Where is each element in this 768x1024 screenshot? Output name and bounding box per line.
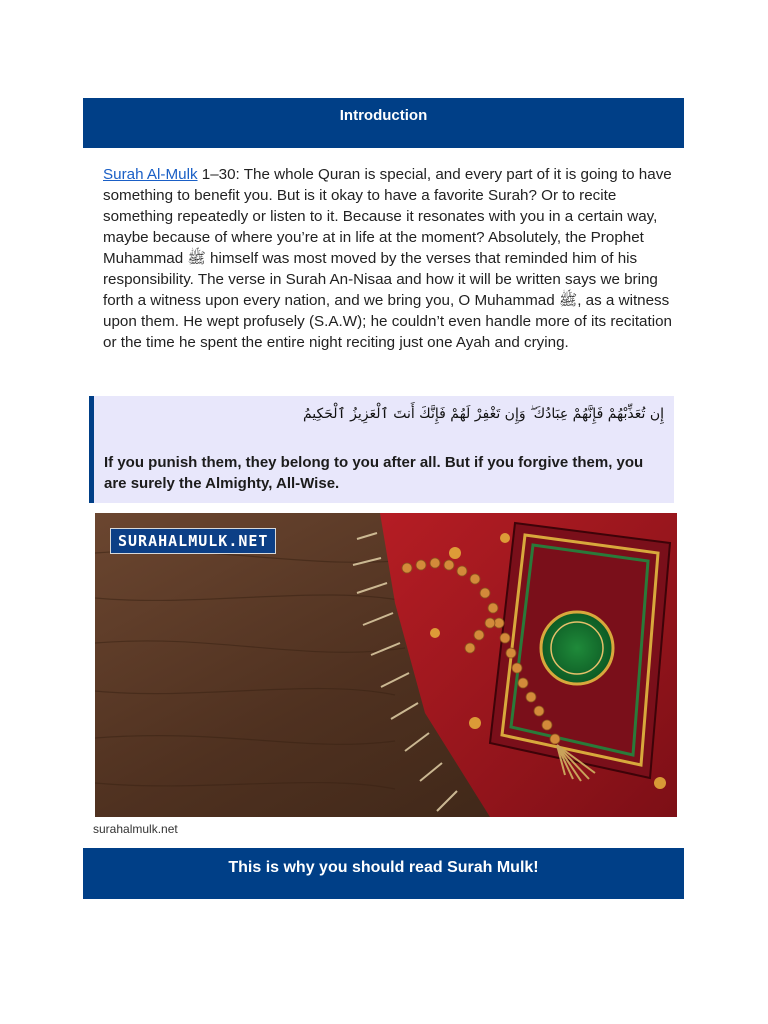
arabic-verse: إِن تُعَذِّبْهُمْ فَإِنَّهُمْ عِبَادُكَ ۖ وَإِن تَغْفِرْ لَهُمْ فَإِنَّكَ أَنتَ ٱلْعَزِيزُ ٱلْحَكِيمُ bbox=[302, 406, 664, 422]
site-brand-badge: SURAHALMULK.NET bbox=[110, 528, 276, 554]
surah-al-mulk-link[interactable]: Surah Al-Mulk bbox=[103, 166, 198, 183]
introduction-paragraph bbox=[103, 164, 675, 353]
image-caption: surahalmulk.net bbox=[93, 822, 178, 836]
why-read-heading bbox=[83, 848, 684, 899]
why-read-heading-text: This is why you should read Surah Mulk! bbox=[228, 859, 539, 876]
introduction-heading bbox=[83, 98, 684, 148]
verse-translation: If you punish them, they belong to you after all. But if you forgive them, you are surely the Almighty, All-Wise. bbox=[104, 454, 644, 492]
introduction-heading-text: Introduction bbox=[339, 107, 428, 124]
quran-photo bbox=[95, 513, 677, 817]
verse-quote-box bbox=[89, 396, 674, 503]
quran-photo-illustration bbox=[95, 513, 677, 817]
introduction-paragraph-text: 1–30: The whole Quran is special, and every part of it is going to have something to benefit you. But is it okay to have a favorite Surah? Or to recite something repeatedly or listen to it. Because it resonates with you in a certain way, maybe because of where you’re at in life at the moment? Absolutely, the Prophet Muhammad ﷺ himself was most moved by the verses that reminded him of his responsibility. The verse in Surah An-Nisaa and how it will be written says we bring forth a witness upon every nation, and we bring you, O Muhammad ﷺ, as a witness upon them. He wept profusely (S.A.W); he couldn’t even handle more of its recitation or the time he spent the entire night reciting just one Ayah and crying. bbox=[103, 166, 672, 351]
